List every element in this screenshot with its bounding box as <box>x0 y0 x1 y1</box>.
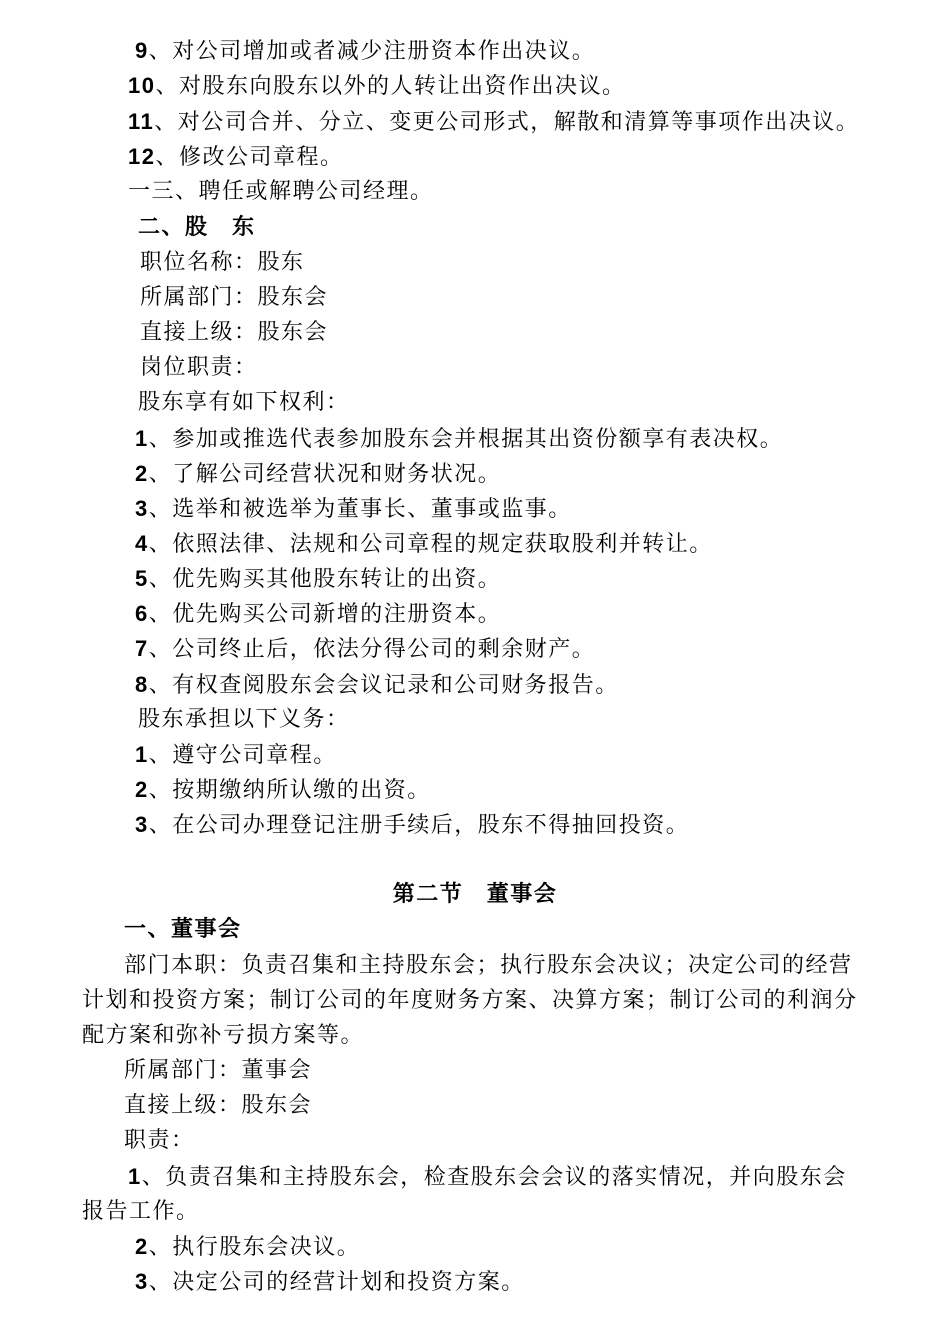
item-number: 11 <box>128 109 155 134</box>
item-number: 3 <box>135 1269 149 1294</box>
item-text: 、优先购买公司新增的注册资本。 <box>148 602 502 627</box>
list-item <box>135 36 595 67</box>
dept-duty-paragraph: 配方案和弥补亏损方案等。 <box>82 1023 365 1048</box>
list-item <box>135 529 713 560</box>
item-text: 、在公司办理登记注册手续后，股东不得抽回投资。 <box>148 813 690 838</box>
item-number: 2 <box>135 1234 149 1259</box>
list-item <box>135 599 501 630</box>
section-heading-board: 一、董事会 <box>124 917 242 942</box>
list-item <box>135 1267 525 1298</box>
list-item <box>135 670 619 701</box>
item-number: 1 <box>128 1164 142 1189</box>
direct-superior: 直接上级：股东会 <box>140 320 329 345</box>
section-heading-shareholder: 二、股 东 <box>138 215 256 240</box>
position-name: 职位名称：股东 <box>140 250 305 275</box>
item-text: 、修改公司章程。 <box>155 145 344 170</box>
item-number: 6 <box>135 601 149 626</box>
list-item <box>135 740 337 771</box>
rights-intro: 股东享有如下权利： <box>138 390 350 415</box>
department: 所属部门：股东会 <box>140 285 329 310</box>
item-text: 、参加或推选代表参加股东会并根据其出资份额享有表决权。 <box>148 427 784 452</box>
item-text: 一三、聘任或解聘公司经理。 <box>128 179 434 204</box>
item-text: 、对股东向股东以外的人转让出资作出决议。 <box>155 74 626 99</box>
item-text: 、对公司增加或者减少注册资本作出决议。 <box>148 39 596 64</box>
item-number: 9 <box>135 38 149 63</box>
obligations-intro: 股东承担以下义务： <box>138 707 350 732</box>
list-item <box>135 1232 360 1263</box>
item-text: 、了解公司经营状况和财务状况。 <box>148 462 502 487</box>
department: 所属部门：董事会 <box>124 1058 313 1083</box>
item-text: 、执行股东会决议。 <box>148 1235 361 1260</box>
item-text: 、公司终止后，依法分得公司的剩余财产。 <box>148 637 596 662</box>
list-item <box>128 142 344 173</box>
item-number: 3 <box>135 496 149 521</box>
item-text: 、对公司合并、分立、变更公司形式，解散和清算等事项作出决议。 <box>154 110 860 135</box>
list-item-continuation: 报告工作。 <box>82 1199 200 1224</box>
item-number: 3 <box>135 812 149 837</box>
item-number: 8 <box>135 672 149 697</box>
list-item <box>135 424 783 455</box>
direct-superior: 直接上级：股东会 <box>124 1093 313 1118</box>
list-item <box>135 494 572 525</box>
item-number: 2 <box>135 777 149 802</box>
item-number: 1 <box>135 426 149 451</box>
item-number: 1 <box>135 742 149 767</box>
list-item <box>135 459 501 490</box>
item-number: 12 <box>128 144 156 169</box>
item-text: 、决定公司的经营计划和投资方案。 <box>148 1270 525 1295</box>
duties-label: 职责： <box>124 1128 195 1153</box>
section-title: 第二节 董事会 <box>392 882 558 907</box>
item-text: 、负责召集和主持股东会，检查股东会会议的落实情况，并向股东会 <box>141 1165 847 1190</box>
item-number: 2 <box>135 461 149 486</box>
list-item <box>128 71 626 102</box>
item-text: 、按期缴纳所认缴的出资。 <box>148 778 431 803</box>
list-item <box>135 564 501 595</box>
item-number: 5 <box>135 566 149 591</box>
item-text: 、有权查阅股东会会议记录和公司财务报告。 <box>148 673 619 698</box>
item-number: 7 <box>135 636 149 661</box>
item-text: 、遵守公司章程。 <box>148 743 337 768</box>
duties-label: 岗位职责： <box>140 355 258 380</box>
list-item <box>128 107 859 138</box>
item-text: 、优先购买其他股东转让的出资。 <box>148 567 502 592</box>
item-text: 、依照法律、法规和公司章程的规定获取股利并转让。 <box>148 532 713 557</box>
list-item <box>135 775 431 806</box>
item-number: 4 <box>135 531 149 556</box>
item-text: 、选举和被选举为董事长、董事或监事。 <box>148 497 572 522</box>
dept-duty-paragraph: 部门本职：负责召集和主持股东会；执行股东会决议；决定公司的经营 <box>124 953 853 978</box>
dept-duty-paragraph: 计划和投资方案；制订公司的年度财务方案、决算方案；制订公司的利润分 <box>82 988 858 1013</box>
list-item <box>135 810 689 841</box>
list-item <box>135 634 595 665</box>
list-item <box>128 177 434 207</box>
list-item <box>128 1162 847 1193</box>
item-number: 10 <box>128 73 156 98</box>
